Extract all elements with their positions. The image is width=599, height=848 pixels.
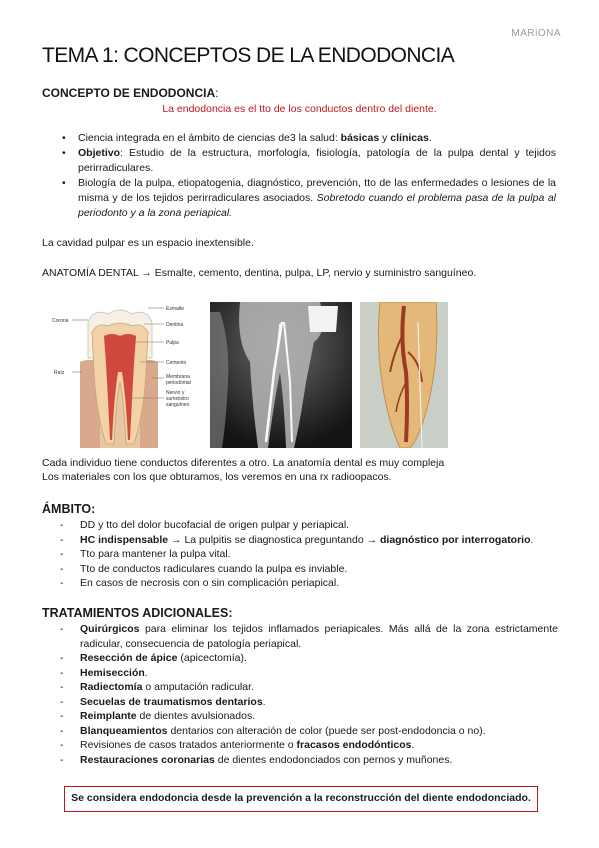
- label-nervio-1: Nervio y: [166, 390, 185, 396]
- ambito-item: [60, 547, 560, 562]
- ambito-list: [60, 518, 560, 591]
- bullet-bold: clínicas: [390, 132, 429, 144]
- ambito-heading: ÁMBITO:: [42, 502, 96, 516]
- bullet-text: .: [428, 132, 432, 144]
- tratamiento-item: [60, 695, 558, 710]
- item-text: de dientes endodonciados con pernos y muñones.: [214, 753, 453, 766]
- tratamiento-item: [60, 738, 558, 753]
- item-bold: Radiectomía: [80, 681, 143, 693]
- item-text: para eliminar los tejidos inflamados periapicales. Más allá de la zona estrictamente radicular, consecuencia de patología periapical.: [80, 623, 558, 650]
- item-bold: Blanqueamientos: [80, 724, 168, 737]
- tratamientos-list: [60, 622, 558, 767]
- concepto-heading-colon: :: [215, 86, 219, 100]
- label-cemento: Cemento: [166, 360, 187, 366]
- item-bold: Resección de ápice: [80, 652, 178, 664]
- cada-line-1: Cada individuo tiene conductos diferentes a otro. La anatomía dental es muy compleja: [42, 457, 445, 469]
- item-text: .: [144, 666, 148, 679]
- concepto-heading: [42, 86, 218, 100]
- arrow-icon: →: [366, 533, 381, 546]
- bullet-item: [62, 131, 556, 146]
- bullet-item: [62, 146, 556, 176]
- item-text: .: [262, 695, 266, 708]
- bullet-text: y: [379, 132, 391, 144]
- page-title: TEMA 1: CONCEPTOS DE LA ENDODONCIA: [42, 44, 455, 67]
- author-name: MARiONA: [511, 28, 561, 39]
- arrow-icon: →: [168, 533, 185, 546]
- tratamientos-heading: TRATAMIENTOS ADICIONALES:: [42, 606, 233, 620]
- item-text: dentarios con alteración de color (puede ser post-endodoncia o no).: [167, 724, 486, 737]
- item-text: Tto para mantener la pulpa vital.: [80, 548, 231, 560]
- bullet-bold: Objetivo: [78, 147, 121, 159]
- item-text: Tto de conductos radiculares cuando la pulpa es inviable.: [80, 562, 348, 575]
- ambito-item: [60, 518, 560, 533]
- ambito-item: [60, 576, 560, 591]
- item-bold: Secuelas de traumatismos dentarios: [80, 695, 263, 708]
- item-text: La pulpitis se diagnostica preguntando: [184, 533, 367, 546]
- item-text: .: [530, 533, 534, 546]
- item-text: DD y tto del dolor bucofacial de origen pulpar y periapical.: [80, 519, 350, 531]
- anatomia-text: Esmalte, cemento, dentina, pulpa, LP, nervio y suministro sanguíneo.: [151, 267, 477, 279]
- label-membrana-2: periodontal: [166, 380, 191, 386]
- tooth-anatomy-diagram: [48, 302, 198, 448]
- item-bold: Quirúrgicos: [80, 623, 140, 635]
- item-bold: diagnóstico por interrogatorio: [380, 533, 531, 546]
- tratamiento-item: [60, 753, 558, 768]
- cavidad-text: La cavidad pulpar es un espacio inextensible.: [42, 237, 254, 249]
- item-text: .: [411, 739, 415, 751]
- label-corona: Corona: [52, 318, 69, 324]
- bullet-italic: Sobretodo cuando el problema pasa de la pulpa al periodonto y a la zona periapical.: [78, 192, 556, 219]
- label-nervio-3: sanguíneo: [166, 402, 190, 408]
- definition-text: La endodoncia es el tto de los conductos dentro del diente.: [162, 103, 437, 115]
- item-text: de dientes avulsionados.: [136, 710, 256, 722]
- label-membrana-1: Membrana: [166, 374, 190, 380]
- bullet-item: [62, 176, 556, 221]
- tratamiento-item: [60, 666, 558, 681]
- anatomia-line: [42, 266, 476, 281]
- bullet-text: : Estudio de la estructura, morfología, fisiología, patología de la pulpa dental y tejidos perirradiculares.: [78, 147, 556, 174]
- tratamiento-item: [60, 680, 558, 695]
- pulp-specimen-photo: [360, 302, 448, 448]
- item-bold: Reimplante: [80, 710, 137, 722]
- tratamiento-item: [60, 709, 558, 724]
- ambito-item: [60, 562, 560, 577]
- label-dentina: Dentina: [166, 322, 184, 328]
- item-text: o amputación radicular.: [142, 681, 254, 693]
- item-bold: Hemisección: [80, 666, 145, 679]
- anatomia-label: ANATOMÍA DENTAL: [42, 267, 142, 279]
- item-bold: HC indispensable: [80, 533, 169, 546]
- tratamiento-item: [60, 651, 558, 666]
- concept-bullet-list: [62, 131, 556, 221]
- tratamiento-item: [60, 724, 558, 739]
- item-text: (apicectomía).: [177, 652, 247, 664]
- label-pulpa: Pulpa: [166, 340, 179, 346]
- label-raiz: Raíz: [54, 370, 65, 376]
- summary-box: Se considera endodoncia desde la prevención a la reconstrucción del diente endodonciado.: [64, 786, 538, 812]
- bullet-text: Ciencia integrada en el ámbito de ciencias de3 la salud:: [78, 132, 341, 144]
- cada-line-2: Los materiales con los que obturamos, los veremos en una rx radioopacos.: [42, 471, 392, 483]
- label-nervio-2: suministro: [166, 396, 189, 402]
- item-bold: Restauraciones coronarias: [80, 753, 215, 766]
- bullet-bold: básicas: [340, 132, 380, 144]
- arrow-icon: →: [141, 267, 152, 279]
- tratamiento-item: [60, 622, 558, 651]
- ambito-item: [60, 533, 560, 548]
- label-esmalte: Esmalte: [166, 306, 185, 312]
- item-bold: fracasos endodónticos: [296, 739, 412, 751]
- concepto-heading-text: CONCEPTO DE ENDODONCIA: [42, 86, 216, 100]
- bullet-text: Biología de la pulpa, etiopatogenia, diagnóstico, prevención, tto de las enfermedades o lesiones de la misma y de los tejidos perirradiculares asociados.: [78, 177, 556, 204]
- dental-radiograph: [210, 302, 352, 448]
- item-text: Revisiones de casos tratados anteriormente o: [80, 739, 297, 751]
- item-text: En casos de necrosis con o sin complicación periapical.: [80, 577, 340, 589]
